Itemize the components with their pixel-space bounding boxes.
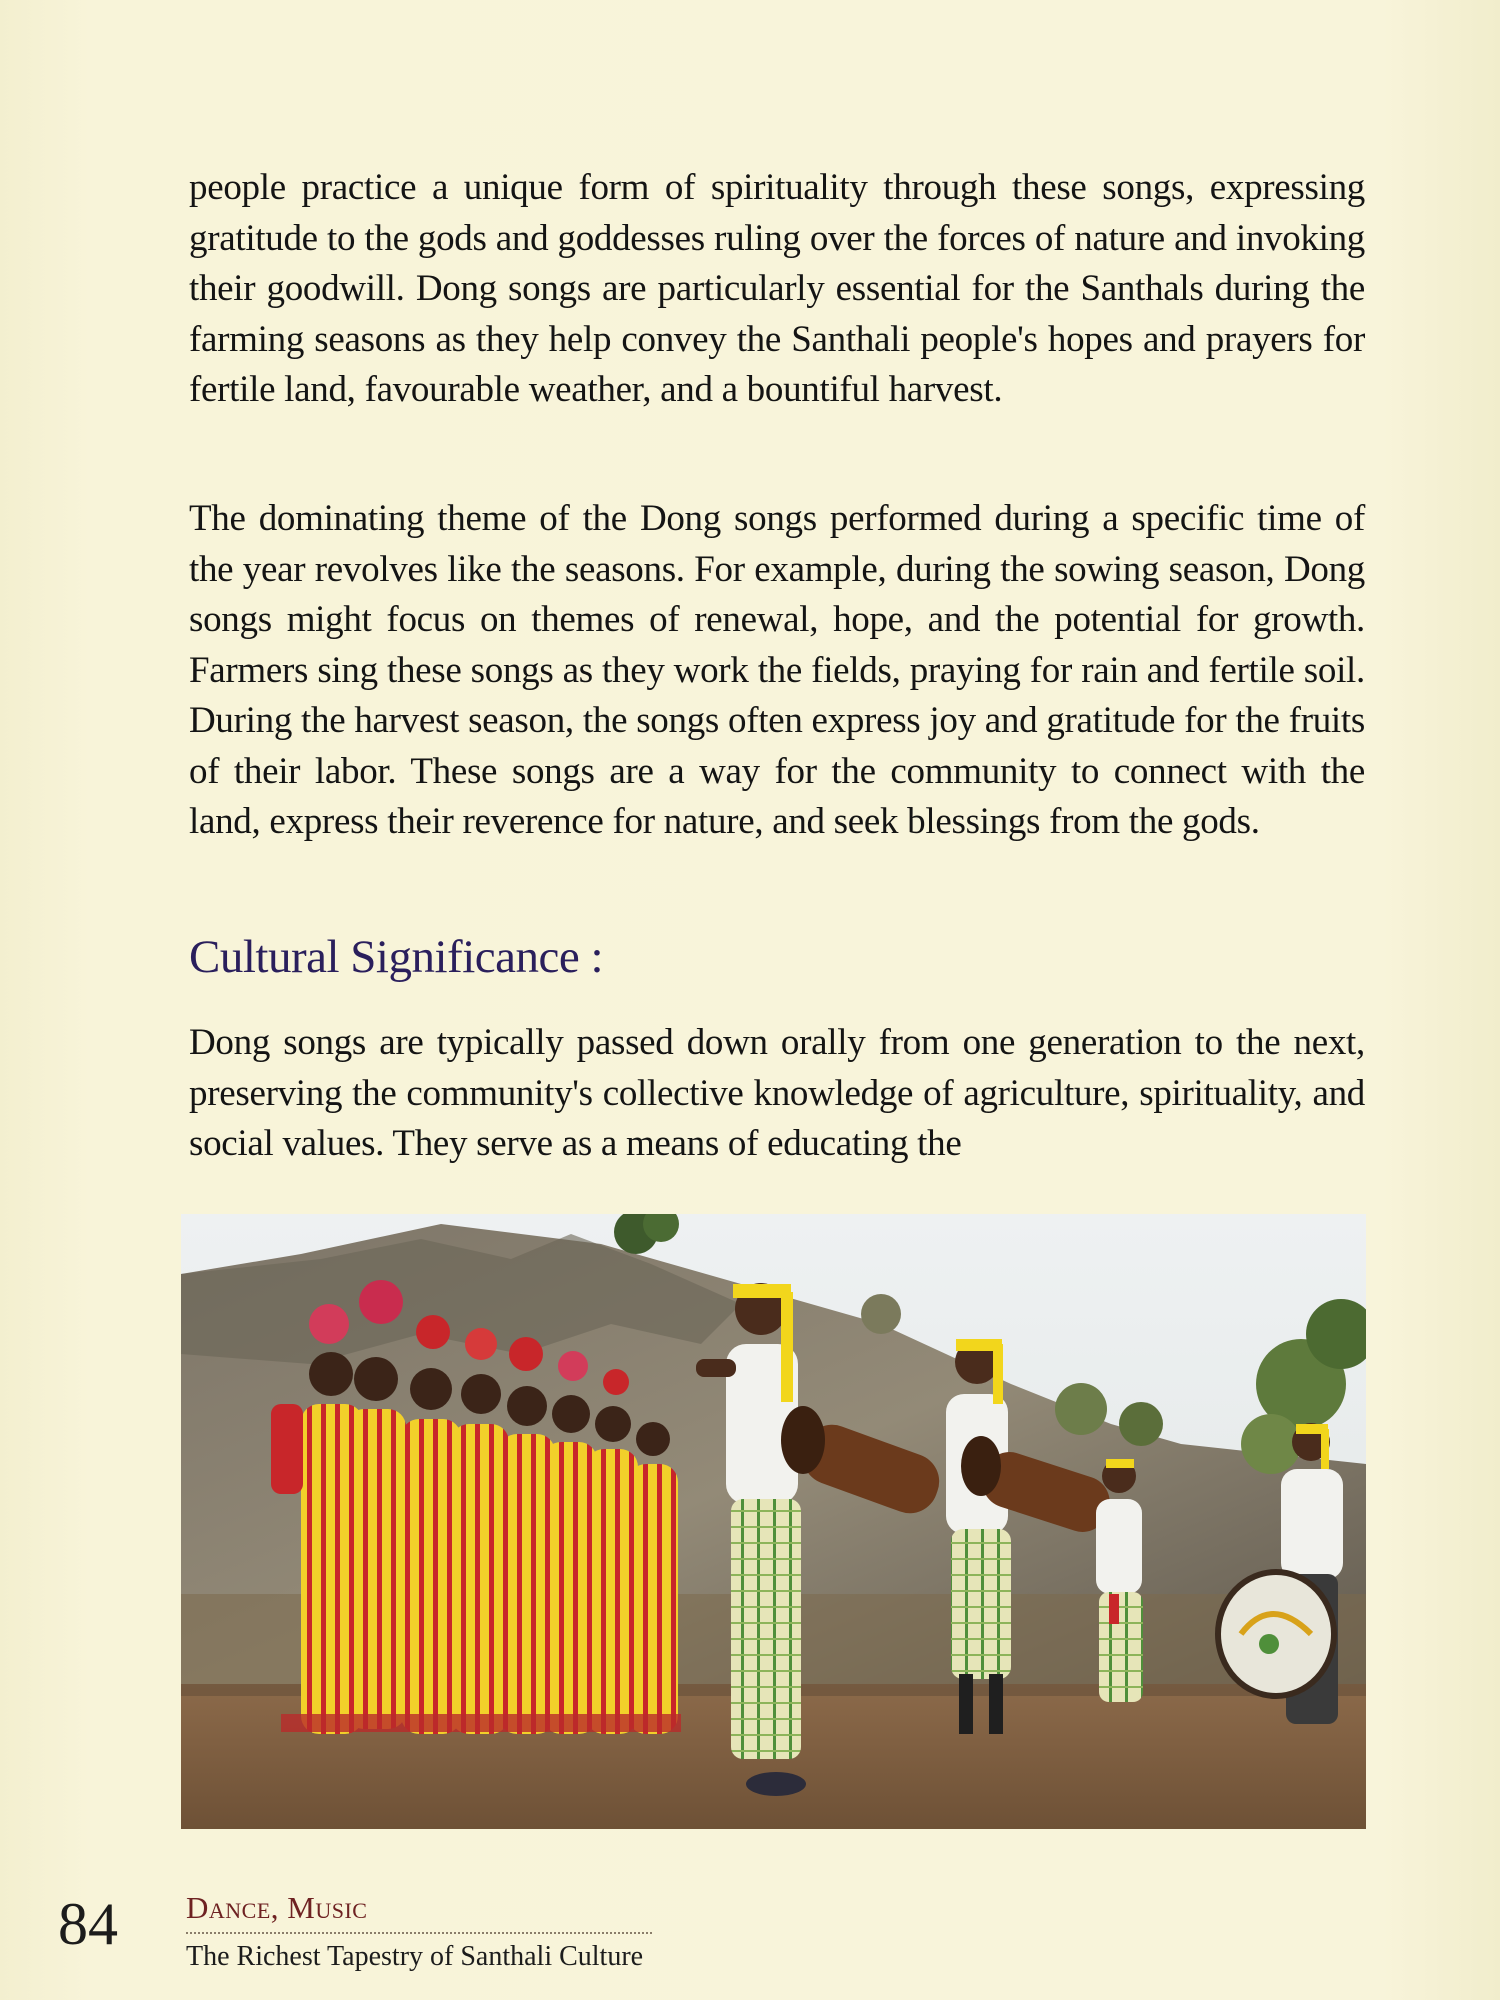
paragraph-cultural-significance: Dong songs are typically passed down orally from one generation to the next, preserving the community's collective knowledge of agriculture, spirituality, and social values. They serve as a means of educating the	[189, 1022, 1365, 1164]
dance-photo	[181, 1214, 1366, 1829]
section-heading: Cultural Significance :	[189, 931, 604, 983]
footer-section-label: Dance, Music	[186, 1890, 368, 1925]
footer-divider	[186, 1932, 652, 1934]
footer-book-title: The Richest Tapestry of Santhali Culture	[186, 1941, 644, 1972]
page-number: 84	[58, 1891, 118, 1957]
paragraph-seasons: The dominating theme of the Dong songs performed during a specific time of the year revolves like the seasons. For example, during the sowing season, Dong songs might focus on themes of renewal, hope, and the potential for growth. Farmers sing these songs as they work the fields, praying for rain and fertile soil. During the harvest season, the songs often express joy and gratitude for the fruits of their labor. These songs are a way for the community to connect with the land, express their reverence for nature, and seek blessings from the gods.	[189, 498, 1365, 842]
paragraph-spirituality: people practice a unique form of spirituality through these songs, expressing gratitude to the gods and goddesses ruling over the forces of nature and invoking their goodwill. Dong songs are particularly essential for the Santhals during the farming seasons as they help convey the Santhali people's hopes and prayers for fertile land, favourable weather, and a bountiful harvest.	[189, 167, 1365, 410]
